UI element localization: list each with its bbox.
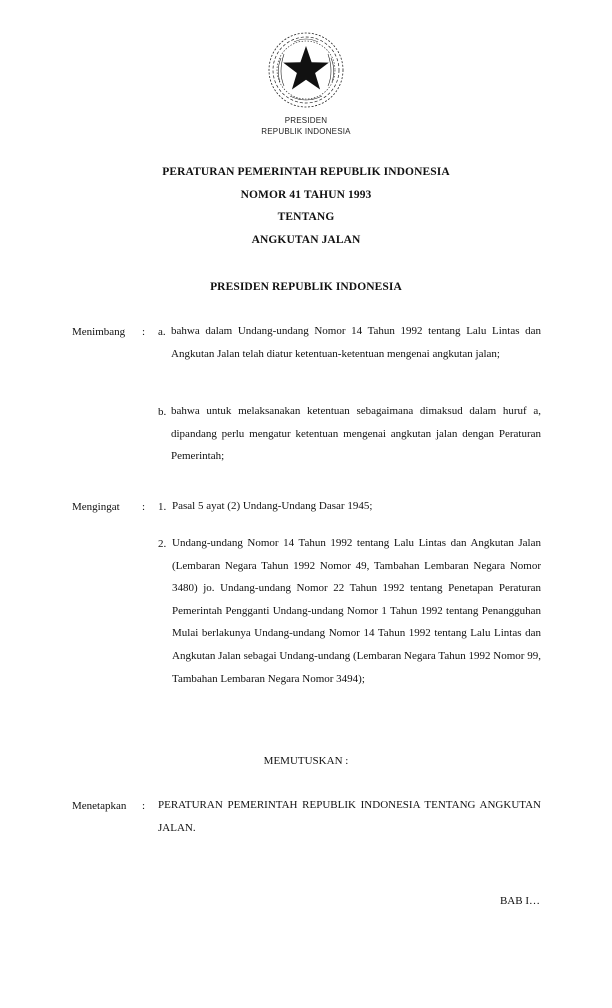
mengingat-item-1-text: Pasal 5 ayat (2) Undang-Undang Dasar 1945;: [172, 500, 373, 512]
menetapkan-text: PERATURAN PEMERINTAH REPUBLIK INDONESIA TENTANG ANGKUTAN JALAN.: [158, 799, 541, 834]
header-presiden: PRESIDEN: [284, 116, 328, 125]
menimbang-item-b-text: bahwa untuk melaksanakan ketentuan sebagaimana dimaksud dalam huruf a, dipandang perlu mengatur ketentuan mengenai angkutan jalan dengan Peraturan Pemerintah;: [171, 405, 541, 463]
menimbang-item-b-marker: b.: [158, 406, 167, 418]
mengingat-colon: :: [142, 501, 146, 513]
menimbang-colon: :: [142, 326, 146, 338]
title-line-4: ANGKUTAN JALAN: [251, 234, 361, 246]
title-line-2: NOMOR 41 TAHUN 1993: [240, 189, 372, 201]
menetapkan-colon: :: [142, 800, 146, 812]
title-line-1: PERATURAN PEMERINTAH REPUBLIK INDONESIA: [162, 166, 450, 178]
header-republik-indonesia: REPUBLIK INDONESIA: [261, 127, 351, 136]
garuda-star-emblem-icon: [266, 30, 346, 110]
menimbang-item-a-marker: a.: [158, 326, 166, 338]
issuer-heading: PRESIDEN REPUBLIK INDONESIA: [210, 281, 402, 293]
mengingat-item-1-marker: 1.: [158, 501, 167, 513]
menimbang-item-a-text: bahwa dalam Undang-undang Nomor 14 Tahun 1992 tentang Lalu Lintas dan Angkutan Jalan telah diatur ketentuan-ketentuan mengenai angkutan jalan;: [171, 325, 541, 360]
title-line-3: TENTANG: [277, 211, 335, 223]
next-page-reference: BAB I…: [499, 895, 540, 907]
mengingat-item-2-marker: 2.: [158, 538, 167, 550]
memutuskan-heading: MEMUTUSKAN :: [263, 755, 349, 767]
menetapkan-label: Menetapkan: [72, 800, 127, 812]
mengingat-label: Mengingat: [72, 501, 120, 513]
mengingat-item-2-text: Undang-undang Nomor 14 Tahun 1992 tentang Lalu Lintas dan Angkutan Jalan (Lembaran Negara Tahun 1992 Nomor 49, Tambahan Lembaran Negara Nomor 3480) jo. Undang-undang Nomor 22 Tahun 1992 tentang Penetapan Peraturan Pemerintah Pengganti Undang-undang Nomor 1 Tahun 1992 tentang Penangguhan Mulai berlakunya Undang-undang Nomor 14 Tahun 1992 tentang Lalu Lintas dan Angkutan Jalan sebagai Undang-undang (Lembaran Negara Tahun 1992 Nomor 99, Tambahan Lembaran Negara Nomor 3494);: [172, 537, 541, 685]
menimbang-label: Menimbang: [72, 326, 126, 338]
